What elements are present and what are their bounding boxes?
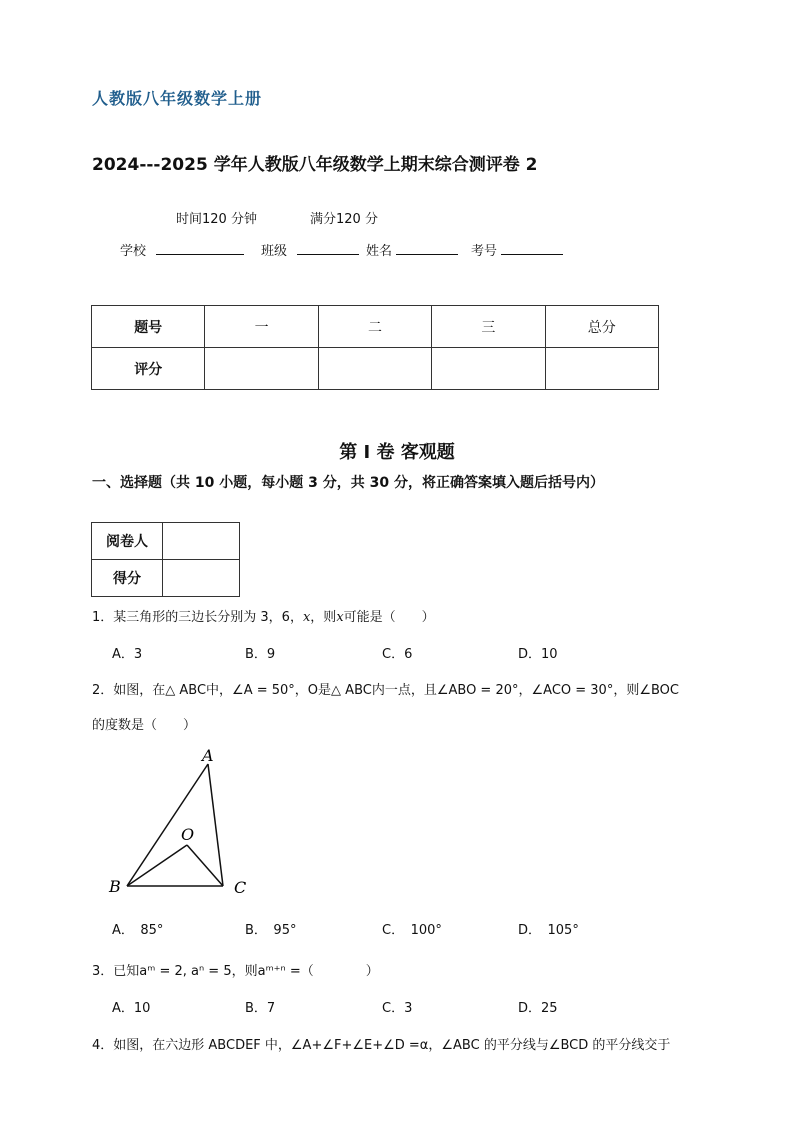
q3-option-a[interactable]: A．10 xyxy=(112,1001,151,1016)
q3-option-d[interactable]: D．25 xyxy=(518,1001,558,1016)
q2-option-d[interactable]: D． 105° xyxy=(518,923,579,938)
reader-score-cell[interactable] xyxy=(163,560,240,597)
reader-label: 阅卷人 xyxy=(92,523,163,560)
exam-no-label: 考号 xyxy=(471,244,498,259)
question-3: 3．已知aᵐ = 2, aⁿ = 5，则aᵐ⁺ⁿ =（ ） xyxy=(92,964,379,979)
score-header-cell: 二 xyxy=(318,306,431,348)
q1-option-d[interactable]: D．10 xyxy=(518,647,558,662)
segment-bo xyxy=(127,845,187,886)
part-title: 第 I 卷 客观题 xyxy=(339,442,455,463)
score-header-cell: 一 xyxy=(205,306,318,348)
q1-stem-part: ，则 xyxy=(310,610,337,625)
section-heading: 一、选择题（共 10 小题，每小题 3 分，共 30 分，将正确答案填入题后括号内） xyxy=(92,475,604,491)
score-row-label: 评分 xyxy=(92,348,205,390)
q1-option-b[interactable]: B．9 xyxy=(245,647,276,662)
label-c: C xyxy=(234,878,247,897)
q1-option-a[interactable]: A．3 xyxy=(112,647,143,662)
exam-title: 2024---2025 学年人教版八年级数学上期末综合测评卷 2 xyxy=(92,155,538,175)
label-b: B xyxy=(109,877,121,896)
score-header-cell: 三 xyxy=(432,306,545,348)
q1-var: x xyxy=(302,610,311,625)
class-label: 班级 xyxy=(261,244,288,259)
q2-option-b[interactable]: B． 95° xyxy=(245,923,297,938)
score-header-cell: 总分 xyxy=(545,306,658,348)
q2-option-c[interactable]: C． 100° xyxy=(382,923,442,938)
score-table-row xyxy=(92,348,659,390)
score-table xyxy=(91,305,659,390)
question-2-line1: 2．如图，在△ ABC中，∠A = 50°，O是△ ABC内一点，且∠ABO = 20°，∠ACO = 30°，则∠BOC xyxy=(92,683,679,698)
score-cell[interactable] xyxy=(432,348,545,390)
score-cell[interactable] xyxy=(205,348,318,390)
q1-option-c[interactable]: C．6 xyxy=(382,647,413,662)
q1-var: x xyxy=(336,610,344,625)
school-field[interactable] xyxy=(120,240,244,259)
triangle-figure xyxy=(105,743,265,898)
name-field[interactable] xyxy=(366,240,458,259)
question-2-line2: 的度数是（ ） xyxy=(92,718,197,733)
score-table-header-row xyxy=(92,306,659,348)
class-field[interactable] xyxy=(261,240,359,259)
q1-stem-part: 可能是（ ） xyxy=(343,610,435,625)
class-blank[interactable] xyxy=(297,240,359,255)
school-label: 学校 xyxy=(120,244,147,259)
reader-table xyxy=(91,522,240,597)
question-4: 4．如图，在六边形 ABCDEF 中，∠A+∠F+∠E+∠D =α，∠ABC 的平分线与∠BCD 的平分线交于 xyxy=(92,1038,671,1053)
question-1 xyxy=(92,606,435,625)
score-cell[interactable] xyxy=(318,348,431,390)
segment-oc xyxy=(187,845,223,886)
label-a: A xyxy=(202,746,214,765)
reader-score-label: 得分 xyxy=(92,560,163,597)
edge-ac xyxy=(208,764,223,886)
name-label: 姓名 xyxy=(366,244,393,259)
q3-option-b[interactable]: B．7 xyxy=(245,1001,276,1016)
q1-stem-part: 1．某三角形的三边长分别为 3，6， xyxy=(92,610,303,625)
q2-option-a[interactable]: A． 85° xyxy=(112,923,164,938)
edge-ab xyxy=(127,764,208,886)
q3-option-c[interactable]: C．3 xyxy=(382,1001,413,1016)
exam-no-blank[interactable] xyxy=(501,240,563,255)
exam-no-field[interactable] xyxy=(471,240,563,259)
name-blank[interactable] xyxy=(396,240,458,255)
reader-cell[interactable] xyxy=(163,523,240,560)
full-score-label: 满分120 分 xyxy=(310,212,378,227)
score-header-cell: 题号 xyxy=(92,306,205,348)
header-tag: 人教版八年级数学上册 xyxy=(92,89,263,108)
score-cell[interactable] xyxy=(545,348,658,390)
time-label: 时间120 分钟 xyxy=(176,212,257,227)
school-blank[interactable] xyxy=(156,240,244,255)
label-o: O xyxy=(181,825,195,844)
